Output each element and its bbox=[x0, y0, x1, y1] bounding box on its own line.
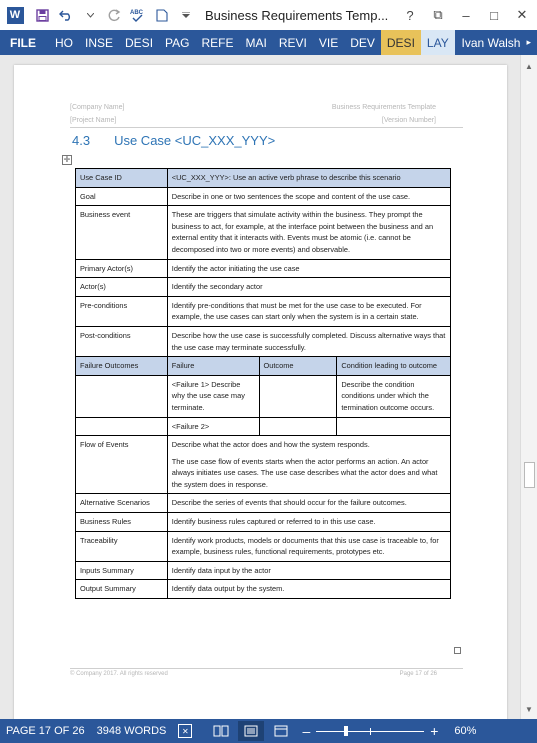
tab-mailings[interactable]: MAI bbox=[245, 35, 267, 50]
zoom-midpoint bbox=[370, 728, 371, 735]
footer-divider bbox=[70, 668, 463, 669]
table-cell[interactable]: Failure bbox=[167, 357, 259, 376]
zoom-in-button[interactable]: + bbox=[430, 723, 439, 739]
word-app-icon[interactable] bbox=[5, 5, 25, 25]
table-cell[interactable]: Primary Actor(s) bbox=[76, 259, 168, 278]
scroll-down-icon[interactable]: ▼ bbox=[525, 705, 533, 714]
table-cell[interactable]: Traceability bbox=[76, 531, 168, 561]
table-row bbox=[76, 417, 451, 436]
table-move-handle-icon[interactable]: ✛ bbox=[63, 155, 71, 164]
page-header-left bbox=[70, 101, 124, 127]
tab-table-design[interactable]: DESI bbox=[381, 30, 421, 55]
header-project: [Project Name] bbox=[70, 117, 117, 124]
table-cell[interactable]: Inputs Summary bbox=[76, 561, 168, 580]
flow-paragraph: Describe what the actor does and how the system responds. bbox=[171, 440, 370, 450]
table-cell[interactable] bbox=[167, 436, 450, 494]
table-cell[interactable]: Identify work products, models or documents that this use case is traceable to, for example, business rules, functional requirements, prototypes etc. bbox=[167, 531, 450, 561]
window-controls bbox=[399, 4, 533, 26]
table-cell[interactable] bbox=[76, 417, 168, 436]
status-bar bbox=[0, 719, 537, 743]
svg-text:ABC: ABC bbox=[130, 10, 143, 16]
table-row bbox=[76, 326, 451, 356]
flow-paragraph: The use case flow of events starts when the actor performs an action. An actor always initiates use cases. The use case describes what the actor does and what the system does in response. bbox=[171, 456, 438, 489]
table-cell[interactable]: Identify data output by the system. bbox=[167, 580, 450, 599]
header-divider bbox=[70, 127, 463, 128]
section-heading[interactable] bbox=[72, 133, 275, 148]
table-row bbox=[76, 494, 451, 513]
heading-text: Use Case <UC_XXX_YYY> bbox=[114, 133, 276, 148]
table-cell[interactable] bbox=[76, 375, 168, 417]
scroll-up-icon[interactable]: ▲ bbox=[525, 62, 533, 71]
redo-icon[interactable] bbox=[103, 4, 125, 26]
ribbon-display-options-icon[interactable]: ⧉ bbox=[433, 7, 443, 22]
tab-references[interactable]: REFE bbox=[201, 35, 234, 50]
table-row bbox=[76, 187, 451, 206]
heading-number: 4.3 bbox=[72, 133, 91, 148]
quick-access-toolbar bbox=[31, 4, 197, 26]
tab-home[interactable]: HO bbox=[55, 35, 73, 50]
scrollbar-thumb[interactable] bbox=[524, 462, 535, 488]
print-layout-icon[interactable] bbox=[238, 721, 264, 741]
document-page[interactable] bbox=[14, 65, 507, 719]
table-cell[interactable]: Pre-conditions bbox=[76, 296, 168, 326]
page-count[interactable]: PAGE 17 OF 26 bbox=[6, 725, 85, 737]
table-cell[interactable]: Output Summary bbox=[76, 580, 168, 599]
account-dropdown-icon[interactable]: ▸ bbox=[526, 37, 531, 47]
tab-insert[interactable]: INSE bbox=[85, 35, 114, 50]
table-cell[interactable]: Condition leading to outcome bbox=[337, 357, 451, 376]
web-layout-icon[interactable] bbox=[268, 721, 294, 741]
footer-copyright: © Company 2017. All rights reserved bbox=[70, 671, 168, 677]
title-bar bbox=[0, 0, 537, 30]
view-switcher bbox=[208, 721, 294, 741]
save-icon[interactable] bbox=[31, 4, 53, 26]
proofing-icon[interactable]: ✕ bbox=[178, 724, 192, 738]
header-template: Business Requirements Template bbox=[331, 104, 436, 111]
word-count[interactable]: 3948 WORDS bbox=[96, 725, 167, 737]
table-cell[interactable]: Identify pre-conditions that must be met for the use case to be executed. For example, the use cases can start only when the system is in a certain state. bbox=[167, 296, 450, 326]
vertical-scrollbar[interactable] bbox=[520, 55, 537, 719]
table-row bbox=[76, 206, 451, 259]
user-account[interactable]: Ivan Walsh bbox=[461, 35, 521, 50]
help-icon[interactable]: ? bbox=[406, 7, 414, 23]
page-header-right bbox=[332, 101, 436, 127]
table-cell[interactable]: Describe the condition conditions under which the termination outcome occurs. bbox=[337, 375, 451, 417]
table-cell[interactable]: Failure Outcomes bbox=[76, 357, 168, 376]
document-area[interactable] bbox=[0, 55, 520, 719]
tab-design[interactable]: DESI bbox=[125, 35, 154, 50]
table-row bbox=[76, 169, 451, 188]
table-row bbox=[76, 561, 451, 580]
read-mode-icon[interactable] bbox=[208, 721, 234, 741]
table-row bbox=[76, 513, 451, 532]
table-cell[interactable]: Business event bbox=[76, 206, 168, 259]
table-row bbox=[76, 375, 451, 417]
tab-view[interactable]: VIE bbox=[318, 35, 339, 50]
zoom-slider-knob[interactable] bbox=[344, 726, 348, 736]
table-cell[interactable]: Describe how the use case is successfully completed. Discuss alternative ways that the use case may terminate successfully. bbox=[167, 326, 450, 356]
word-logo: W bbox=[7, 7, 24, 24]
table-cell[interactable]: Describe the series of events that should occur for the failure outcomes. bbox=[167, 494, 450, 513]
zoom-level[interactable]: 60% bbox=[454, 725, 477, 737]
table-cell[interactable]: These are triggers that simulate activity within the business. They prompt the business to act, for example, at the interface point between the business and an external entity that it interacts with. Events must be atomic (i.e. cannot be decomposed into two or more events) and observable. bbox=[167, 206, 450, 259]
table-cell[interactable]: Flow of Events bbox=[76, 436, 168, 494]
tab-review[interactable]: REVI bbox=[278, 35, 307, 50]
zoom-slider[interactable] bbox=[316, 725, 424, 737]
table-cell[interactable]: <Failure 2> bbox=[167, 417, 259, 436]
table-cell[interactable]: Identify the secondary actor bbox=[167, 278, 450, 297]
footer-page-number: Page 17 of 26 bbox=[399, 671, 437, 677]
table-cell[interactable]: <Failure 1> Describe why the use case may terminate. bbox=[167, 375, 259, 417]
table-row bbox=[76, 296, 451, 326]
table-cell[interactable] bbox=[259, 375, 337, 417]
table-cell[interactable]: Goal bbox=[76, 187, 168, 206]
table-resize-handle[interactable] bbox=[454, 647, 461, 654]
table-row bbox=[76, 531, 451, 561]
table-cell[interactable] bbox=[259, 417, 337, 436]
undo-icon[interactable] bbox=[55, 4, 77, 26]
table-cell[interactable]: <UC_XXX_YYY>: Use an active verb phrase to describe this scenario bbox=[167, 169, 450, 188]
table-cell[interactable]: Describe in one or two sentences the scope and content of the use case. bbox=[167, 187, 450, 206]
zoom-control bbox=[300, 723, 476, 739]
close-button[interactable]: ✕ bbox=[516, 7, 528, 22]
document-title: Business Requirements Temp... bbox=[205, 7, 389, 23]
table-cell[interactable]: Alternative Scenarios bbox=[76, 494, 168, 513]
table-row bbox=[76, 278, 451, 297]
minimize-button[interactable]: – bbox=[462, 7, 470, 23]
table-cell[interactable]: Outcome bbox=[259, 357, 337, 376]
new-document-icon[interactable] bbox=[151, 4, 173, 26]
table-cell[interactable] bbox=[337, 417, 451, 436]
table-cell[interactable]: Identify business rules captured or referred to in this use case. bbox=[167, 513, 450, 532]
maximize-button[interactable]: □ bbox=[490, 7, 498, 23]
customize-qat-icon[interactable] bbox=[175, 4, 197, 26]
undo-dropdown-icon[interactable] bbox=[79, 4, 101, 26]
table-cell[interactable]: Business Rules bbox=[76, 513, 168, 532]
table-cell[interactable]: Identify the actor initiating the use case bbox=[167, 259, 450, 278]
table-row bbox=[76, 580, 451, 599]
ribbon-tabs bbox=[0, 30, 537, 55]
table-row bbox=[76, 436, 451, 494]
table-cell[interactable]: Identify data input by the actor bbox=[167, 561, 450, 580]
use-case-table[interactable] bbox=[75, 168, 451, 599]
header-company: [Company Name] bbox=[70, 104, 125, 111]
header-version: [Version Number] bbox=[381, 117, 436, 124]
table-cell[interactable]: Actor(s) bbox=[76, 278, 168, 297]
spelling-icon[interactable] bbox=[127, 4, 149, 26]
tab-page-layout[interactable]: PAG bbox=[165, 35, 190, 50]
zoom-out-button[interactable]: – bbox=[302, 723, 311, 739]
tab-file[interactable]: FILE bbox=[0, 30, 49, 55]
tab-table-layout[interactable]: LAY bbox=[421, 30, 455, 55]
table-cell[interactable]: Use Case ID bbox=[76, 169, 168, 188]
tab-developer[interactable]: DEV bbox=[350, 35, 375, 50]
table-row bbox=[76, 259, 451, 278]
table-cell[interactable]: Post-conditions bbox=[76, 326, 168, 356]
table-row bbox=[76, 357, 451, 376]
